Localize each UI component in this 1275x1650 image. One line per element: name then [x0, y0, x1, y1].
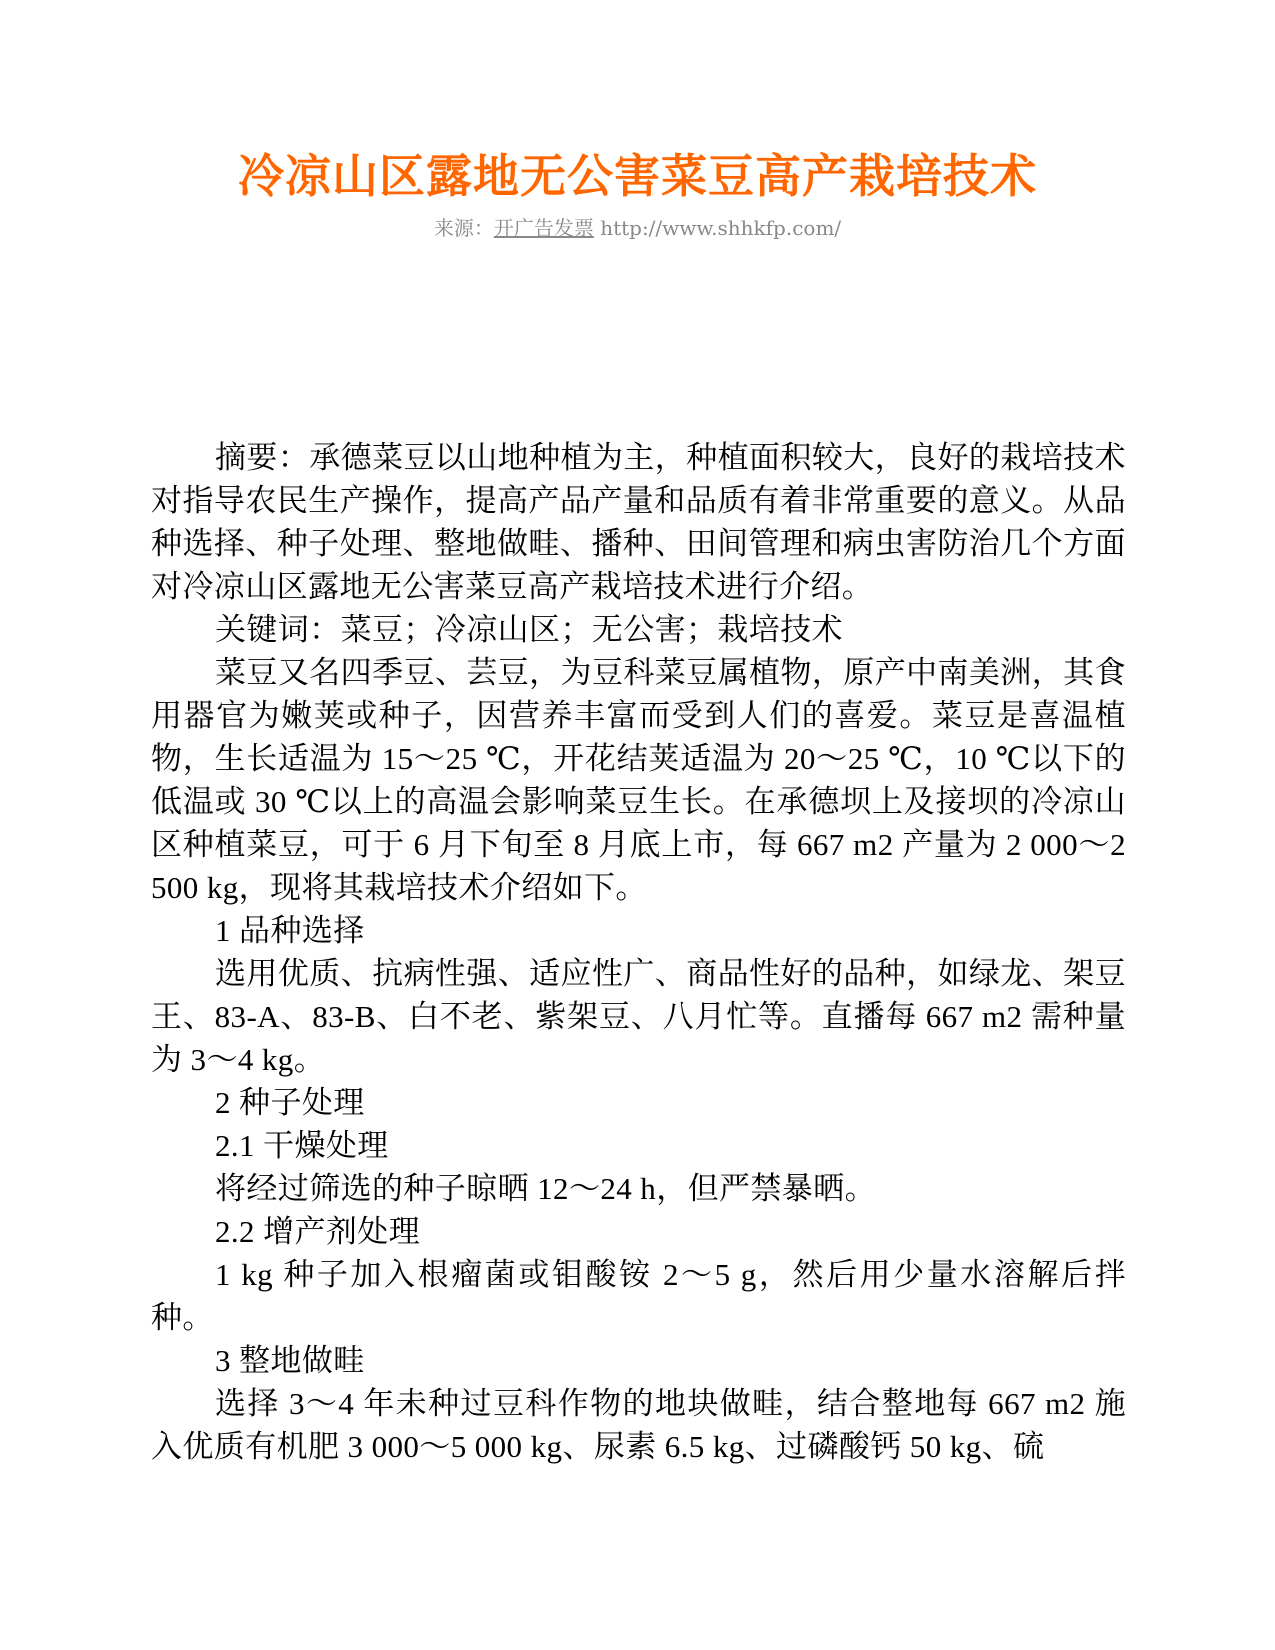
source-line [0, 214, 1275, 242]
section-heading: 3 整地做畦 [215, 1343, 365, 1378]
keywords-paragraph: 关键词：菜豆；冷凉山区；无公害；栽培技术 [215, 612, 843, 647]
abstract-paragraph: 摘要：承德菜豆以山地种植为主，种植面积较大，良好的栽培技术对指导农民生产操作，提高产品产量和品质有着非常重要的意义。从品种选择、种子处理、整地做畦、播种、田间管理和病虫害防治几个方面对冷凉山区露地无公害菜豆高产栽培技术进行介绍。 [151, 440, 1126, 604]
body-paragraph: 选用优质、抗病性强、适应性广、商品性好的品种，如绿龙、架豆王、83-A、83-B、白不老、紫架豆、八月忙等。直播每 667 m2 需种量为 3～4 kg。 [151, 956, 1126, 1077]
body-paragraph: 将经过筛选的种子晾晒 12～24 h，但严禁暴晒。 [215, 1171, 876, 1206]
body-paragraph: 选择 3～4 年未种过豆科作物的地块做畦，结合整地每 667 m2 施入优质有机肥 3 000～5 000 kg、尿素 6.5 kg、过磷酸钙 50 kg、硫 [151, 1386, 1126, 1464]
section-heading: 1 品种选择 [215, 913, 365, 948]
section-heading: 2 种子处理 [215, 1085, 365, 1120]
intro-paragraph: 菜豆又名四季豆、芸豆，为豆科菜豆属植物，原产中南美洲，其食用器官为嫩荚或种子，因营养丰富而受到人们的喜爱。菜豆是喜温植物，生长适温为 15～25 ℃，开花结荚适温为 20～25 ℃，10 ℃以下的低温或 30 ℃以上的高温会影响菜豆生长。在承德坝上及接坝的冷凉山区种植菜豆，可于 6 月下旬至 8 月底上市，每 667 m2 产量为 2 000～2 500 kg，现将其栽培技术介绍如下。 [151, 655, 1126, 905]
subsection-heading: 2.2 增产剂处理 [215, 1214, 421, 1249]
subsection-heading: 2.1 干燥处理 [215, 1128, 389, 1163]
body-paragraph: 1 kg 种子加入根瘤菌或钼酸铵 2～5 g，然后用少量水溶解后拌种。 [151, 1257, 1126, 1335]
source-label: 来源： [433, 216, 494, 240]
article-body [151, 436, 1126, 1468]
source-url: http://www.shhkfp.com/ [600, 216, 842, 240]
document-title: 冷凉山区露地无公害菜豆高产栽培技术 [238, 149, 1037, 203]
source-link[interactable]: 开广告发票 [493, 216, 594, 240]
